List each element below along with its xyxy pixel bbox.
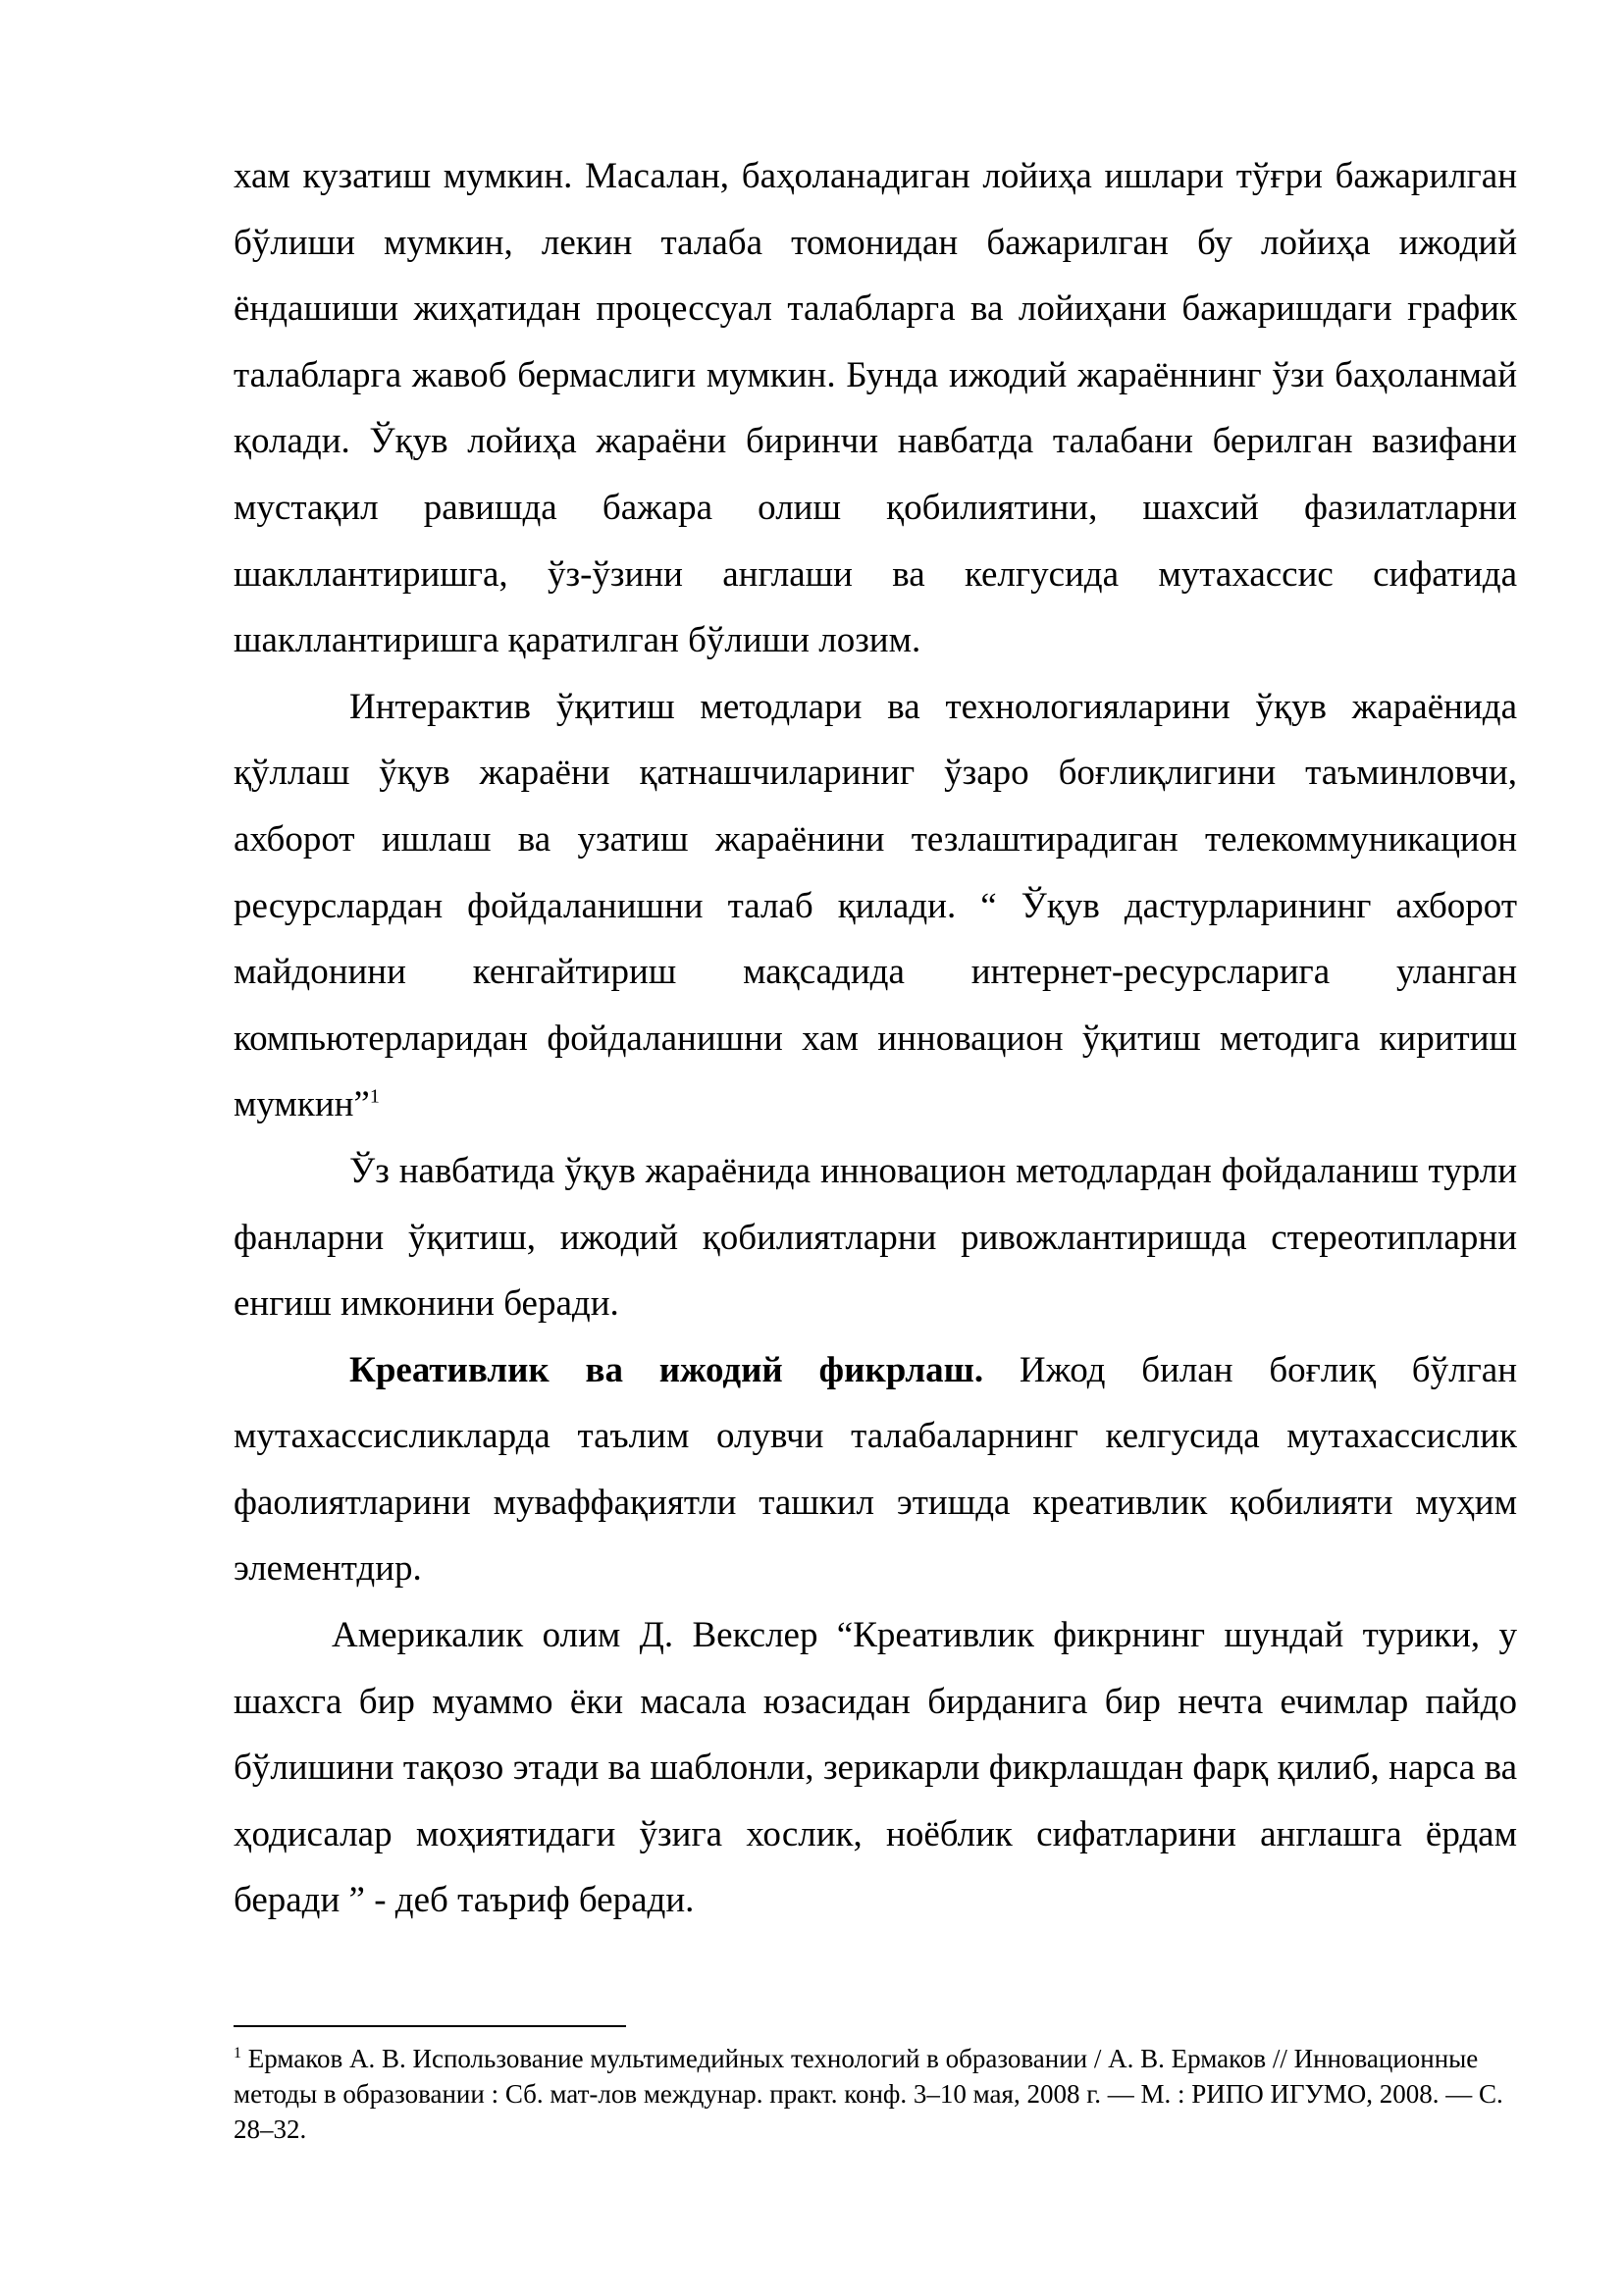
footnote-reference: 1 xyxy=(369,1085,380,1108)
paragraph-3: Ўз навбатида ўқув жараёнида инновацион методлардан фойдаланиш турли фанларни ўқитиш, ижодий қобилиятларни ривожлантиришда стереотипларни енгиш имконини беради. xyxy=(234,1150,1517,1325)
paragraph-5: Америкалик олим Д. Векслер “Креативлик фикрнинг шундай турики, у шахсга бир муаммо ёки масала юзасидан бирданига бир нечта ечимлар пайдо бўлишини тақозо этади ва шаблонли, зерикарли фикрлашдан фарқ қилиб, нарса ва ҳодисалар моҳиятидаги ўзига хослик, ноёблик сифатларини англашга ёрдам беради ” - деб таъриф беради. xyxy=(234,1615,1517,1921)
section-heading: Креативлик ва ижодий фикрлаш. xyxy=(349,1349,984,1390)
paragraph-2-text: Интерактив ўқитиш методлари ва технологияларини ўқув жараёнида қўллаш ўқув жараёни қатнашчилариниг ўзаро боғлиқлигини таъминловчи, ахборот ишлаш ва узатиш жараёнини тезлаштирадиган телекоммуникацион ресурслардан фойдаланишни талаб қилади. “ Ўқув дастурларининг ахборот майдонини кенгайтириш мақсадида интернет-ресурсларига уланган компьютерларидан фойдаланишни хам инновацион ўқитиш методига киритиш мумкин” xyxy=(234,686,1517,1125)
footnote-text: Ермаков А. В. Использование мультимедийных технологий в образовании / А. В. Ермаков // Инновационные методы в образовании : Сб. мат-лов междунар. практ. конф. 3–10 мая, 2008 г. — М. : РИПО ИГУМО, 2008. — С. 28–32. xyxy=(234,2044,1503,2144)
paragraph-4 xyxy=(234,1337,1517,1602)
footnote-mark: 1 xyxy=(234,2045,241,2061)
footnote-separator xyxy=(234,2025,626,2027)
paragraph-4-text: Ижод билан боғлиқ бўлган мутахассисликларда таълим олувчи талабаларнинг келгусида мутахассислик фаолиятларини муваффақиятли ташкил этишда креативлик қобилияти муҳим элементдир. xyxy=(234,1349,1517,1590)
body-text xyxy=(234,143,1517,1934)
paragraph-2 xyxy=(234,674,1517,1138)
footnote-text-block xyxy=(234,2041,1517,2147)
footnote xyxy=(234,2041,1517,2147)
paragraph-1: хам кузатиш мумкин. Масалан, баҳоланадиган лойиҳа ишлари тўғри бажарилган бўлиши мумкин, лекин талаба томонидан бажарилган бу лойиҳа ижодий ёндашиши жиҳатидан процессуал талабларга ва лойиҳани бажаришдаги график талабларга жавоб бермаслиги мумкин. Бунда ижодий жараённинг ўзи баҳоланмай қолади. Ўқув лойиҳа жараёни биринчи навбатда талабани берилган вазифани мустақил равишда бажара олиш қобилиятини, шахсий фазилатларни шакллантиришга, ўз-ўзини англаши ва келгусида мутахассис сифатида шакллантиришга қаратилган бўлиши лозим. xyxy=(234,156,1517,661)
